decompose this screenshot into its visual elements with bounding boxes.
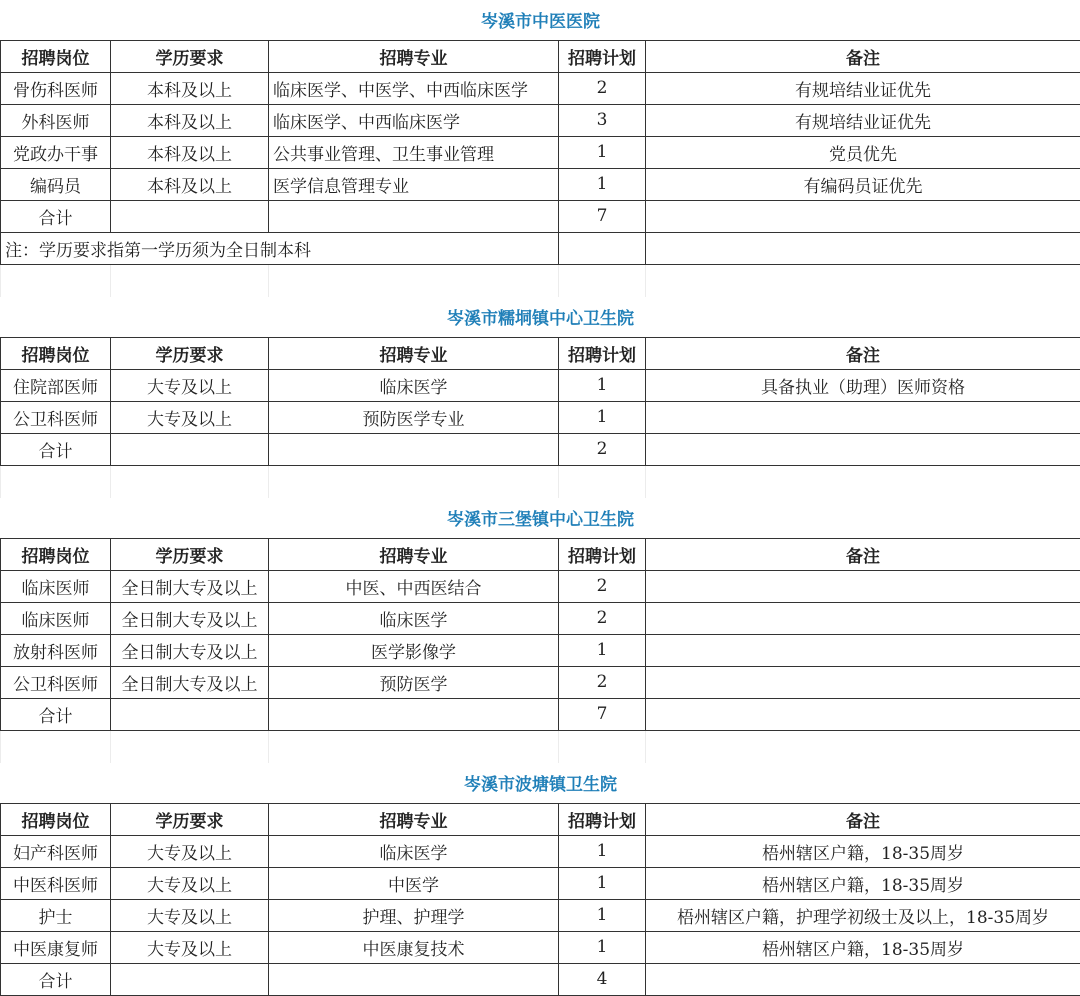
section-title: 岑溪市中医医院 bbox=[481, 12, 601, 33]
cell-major: 中医学 bbox=[269, 867, 559, 899]
cell-edu: 本科及以上 bbox=[111, 168, 269, 200]
table-row bbox=[1, 570, 1080, 602]
cell-post: 中医康复师 bbox=[1, 931, 111, 963]
table-row bbox=[1, 168, 1080, 200]
cell-plan: 2 bbox=[559, 72, 646, 104]
total-row bbox=[1, 433, 1080, 465]
section-title: 岑溪市波塘镇卫生院 bbox=[464, 775, 618, 796]
total-plan: 7 bbox=[559, 698, 646, 730]
header-major: 招聘专业 bbox=[269, 538, 559, 570]
cell-note: 具备执业（助理）医师资格 bbox=[646, 369, 1080, 401]
cell-plan: 2 bbox=[559, 570, 646, 602]
cell-edu: 大专及以上 bbox=[111, 931, 269, 963]
cell-major: 医学信息管理专业 bbox=[269, 168, 559, 200]
cell-note bbox=[646, 634, 1080, 666]
cell-major: 护理、护理学 bbox=[269, 899, 559, 931]
header-post: 招聘岗位 bbox=[1, 40, 111, 72]
cell-note: 有规培结业证优先 bbox=[646, 104, 1080, 136]
header-note: 备注 bbox=[646, 803, 1080, 835]
cell-note: 有编码员证优先 bbox=[646, 168, 1080, 200]
cell-major: 临床医学、中医学、中西临床医学 bbox=[269, 72, 559, 104]
total-label: 合计 bbox=[1, 433, 111, 465]
table-row bbox=[1, 369, 1080, 401]
cell-major: 临床医学 bbox=[269, 369, 559, 401]
cell-plan: 1 bbox=[559, 899, 646, 931]
table-row bbox=[1, 835, 1080, 867]
header-plan: 招聘计划 bbox=[559, 803, 646, 835]
total-plan: 2 bbox=[559, 433, 646, 465]
table-row bbox=[1, 899, 1080, 931]
total-row bbox=[1, 963, 1080, 995]
cell-note: 梧州辖区户籍，18-35周岁 bbox=[646, 931, 1080, 963]
total-label: 合计 bbox=[1, 698, 111, 730]
header-post: 招聘岗位 bbox=[1, 538, 111, 570]
cell-note: 梧州辖区户籍，护理学初级士及以上，18-35周岁 bbox=[646, 899, 1080, 931]
table-row bbox=[1, 401, 1080, 433]
header-edu: 学历要求 bbox=[111, 337, 269, 369]
header-note: 备注 bbox=[646, 337, 1080, 369]
total-row bbox=[1, 200, 1080, 232]
cell-major: 临床医学 bbox=[269, 602, 559, 634]
section-title: 岑溪市三堡镇中心卫生院 bbox=[447, 510, 635, 531]
header-plan: 招聘计划 bbox=[559, 538, 646, 570]
cell-plan: 2 bbox=[559, 666, 646, 698]
cell-edu: 本科及以上 bbox=[111, 72, 269, 104]
cell-plan: 1 bbox=[559, 168, 646, 200]
cell-post: 妇产科医师 bbox=[1, 835, 111, 867]
table-row bbox=[1, 602, 1080, 634]
cell-major: 公共事业管理、卫生事业管理 bbox=[269, 136, 559, 168]
header-edu: 学历要求 bbox=[111, 803, 269, 835]
cell-note bbox=[646, 570, 1080, 602]
header-major: 招聘专业 bbox=[269, 803, 559, 835]
cell-plan: 1 bbox=[559, 136, 646, 168]
footnote: 注：学历要求指第一学历须为全日制本科 bbox=[1, 232, 559, 264]
cell-post: 住院部医师 bbox=[1, 369, 111, 401]
total-row bbox=[1, 698, 1080, 730]
header-note: 备注 bbox=[646, 40, 1080, 72]
header-major: 招聘专业 bbox=[269, 337, 559, 369]
cell-post: 临床医师 bbox=[1, 570, 111, 602]
cell-note: 梧州辖区户籍，18-35周岁 bbox=[646, 835, 1080, 867]
cell-plan: 1 bbox=[559, 835, 646, 867]
cell-major: 预防医学专业 bbox=[269, 401, 559, 433]
cell-post: 护士 bbox=[1, 899, 111, 931]
total-plan: 7 bbox=[559, 200, 646, 232]
cell-post: 中医科医师 bbox=[1, 867, 111, 899]
total-label: 合计 bbox=[1, 963, 111, 995]
table-row bbox=[1, 867, 1080, 899]
section-title: 岑溪市糯垌镇中心卫生院 bbox=[447, 309, 635, 330]
cell-note: 有规培结业证优先 bbox=[646, 72, 1080, 104]
table-row bbox=[1, 72, 1080, 104]
cell-note bbox=[646, 401, 1080, 433]
cell-plan: 1 bbox=[559, 634, 646, 666]
cell-post: 外科医师 bbox=[1, 104, 111, 136]
cell-note: 梧州辖区户籍，18-35周岁 bbox=[646, 867, 1080, 899]
cell-plan: 2 bbox=[559, 602, 646, 634]
cell-post: 公卫科医师 bbox=[1, 401, 111, 433]
cell-note bbox=[646, 666, 1080, 698]
cell-post: 骨伤科医师 bbox=[1, 72, 111, 104]
cell-edu: 全日制大专及以上 bbox=[111, 570, 269, 602]
cell-major: 预防医学 bbox=[269, 666, 559, 698]
header-edu: 学历要求 bbox=[111, 538, 269, 570]
cell-post: 编码员 bbox=[1, 168, 111, 200]
cell-major: 中医、中西医结合 bbox=[269, 570, 559, 602]
cell-plan: 1 bbox=[559, 401, 646, 433]
cell-plan: 3 bbox=[559, 104, 646, 136]
cell-plan: 1 bbox=[559, 369, 646, 401]
header-plan: 招聘计划 bbox=[559, 337, 646, 369]
cell-major: 临床医学 bbox=[269, 835, 559, 867]
cell-note: 党员优先 bbox=[646, 136, 1080, 168]
table-row bbox=[1, 136, 1080, 168]
cell-plan: 1 bbox=[559, 867, 646, 899]
cell-edu: 大专及以上 bbox=[111, 835, 269, 867]
total-plan: 4 bbox=[559, 963, 646, 995]
cell-post: 临床医师 bbox=[1, 602, 111, 634]
header-post: 招聘岗位 bbox=[1, 337, 111, 369]
header-plan: 招聘计划 bbox=[559, 40, 646, 72]
cell-major: 医学影像学 bbox=[269, 634, 559, 666]
footnote-row bbox=[1, 232, 1080, 264]
table-row bbox=[1, 104, 1080, 136]
header-major: 招聘专业 bbox=[269, 40, 559, 72]
cell-post: 党政办干事 bbox=[1, 136, 111, 168]
cell-edu: 大专及以上 bbox=[111, 369, 269, 401]
total-label: 合计 bbox=[1, 200, 111, 232]
cell-major: 临床医学、中西临床医学 bbox=[269, 104, 559, 136]
cell-edu: 大专及以上 bbox=[111, 899, 269, 931]
cell-post: 公卫科医师 bbox=[1, 666, 111, 698]
cell-edu: 大专及以上 bbox=[111, 401, 269, 433]
cell-edu: 大专及以上 bbox=[111, 867, 269, 899]
cell-edu: 全日制大专及以上 bbox=[111, 634, 269, 666]
cell-post: 放射科医师 bbox=[1, 634, 111, 666]
cell-note bbox=[646, 602, 1080, 634]
table-row bbox=[1, 634, 1080, 666]
cell-edu: 全日制大专及以上 bbox=[111, 602, 269, 634]
header-edu: 学历要求 bbox=[111, 40, 269, 72]
cell-plan: 1 bbox=[559, 931, 646, 963]
table-row bbox=[1, 931, 1080, 963]
table-row bbox=[1, 666, 1080, 698]
cell-edu: 全日制大专及以上 bbox=[111, 666, 269, 698]
header-note: 备注 bbox=[646, 538, 1080, 570]
cell-major: 中医康复技术 bbox=[269, 931, 559, 963]
cell-edu: 本科及以上 bbox=[111, 104, 269, 136]
header-post: 招聘岗位 bbox=[1, 803, 111, 835]
cell-edu: 本科及以上 bbox=[111, 136, 269, 168]
